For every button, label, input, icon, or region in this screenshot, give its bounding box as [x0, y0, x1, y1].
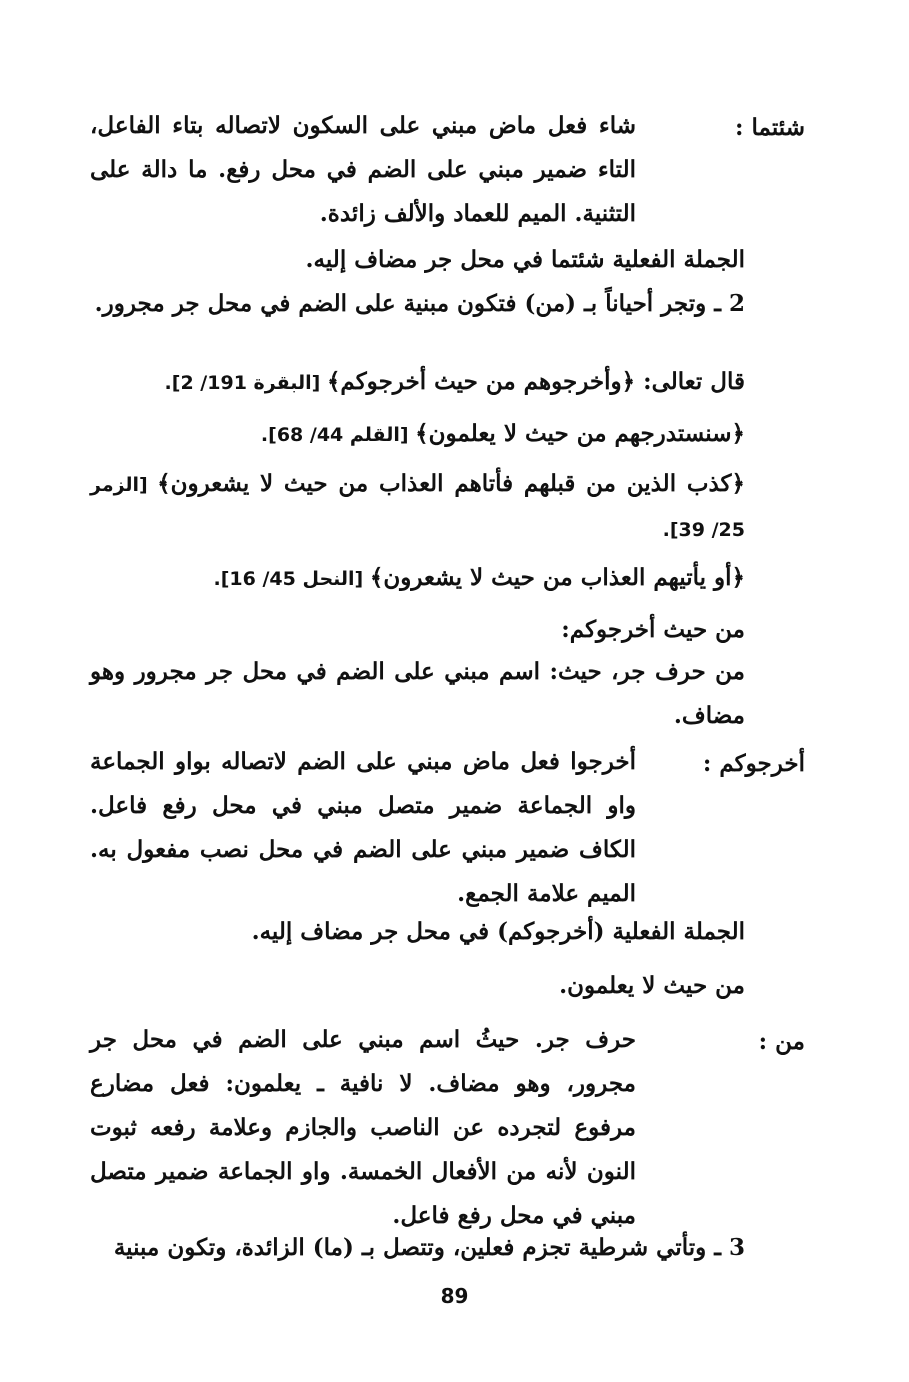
term-label-shitatuma: شئتما :	[735, 114, 805, 141]
page-number: 89	[440, 1284, 469, 1308]
quran-quote	[120, 360, 745, 405]
paragraph: 2 ـ وتجر أحياناً بـ (من) فتكون مبنية على الضم في محل جر مجرور.	[94, 290, 745, 317]
quran-quote	[90, 462, 745, 552]
quote-reference: [القلم 44/ 68].	[260, 424, 416, 446]
paragraph: من حيث أخرجوكم:	[561, 616, 745, 643]
term-def-min: حرف جر. حيثُ اسم مبني على الضم في محل جر مجرور، وهو مضاف. لا نافية ـ يعلمون: فعل مضارع مرفوع لتجرده عن الناصب والجازم وعلامة رفعه ثبوت النون لأنه من الأفعال الخمسة. واو الجماعة ضمير متصل مبني في محل رفع فاعل.	[90, 1026, 636, 1229]
term-def-shitatuma: شاء فعل ماض مبني على السكون لاتصاله بتاء الفاعل، التاء ضمير مبني على الضم في محل رفع. ما دالة على التثنية. الميم للعماد والألف زائدة.	[90, 112, 636, 227]
paragraph: الجملة الفعلية شئتما في محل جر مضاف إليه.	[305, 246, 745, 273]
paragraph: من حرف جر، حيث: اسم مبني على الضم في محل جر مجرور وهو مضاف.	[90, 658, 745, 729]
paragraph: الجملة الفعلية (أخرجوكم) في محل جر مضاف إليه.	[251, 918, 745, 945]
quote-text: ﴿أو يأتيهم العذاب من حيث لا يشعرون﴾	[369, 564, 745, 591]
quote-text: قال تعالى: ﴿وأخرجوهم من حيث أخرجوكم﴾	[326, 368, 745, 395]
quote-reference: [النحل 45/ 16].	[213, 568, 370, 590]
quote-reference: [البقرة 191/ 2].	[164, 372, 327, 394]
quote-text: ﴿كذب الذين من قبلهم فأتاهم العذاب من حيث لا يشعرون﴾	[157, 470, 745, 497]
quote-text: ﴿سنستدرجهم من حيث لا يعلمون﴾	[415, 420, 745, 447]
quran-quote	[200, 412, 745, 457]
paragraph: 3 ـ وتأتي شرطية تجزم فعلين، وتتصل بـ (ما) الزائدة، وتكون مبنية	[113, 1234, 745, 1261]
term-label-akhrajukum: أخرجوكم :	[702, 750, 805, 777]
paragraph: من حيث لا يعلمون.	[559, 972, 745, 999]
quote-reference: [الزمر 25/ 39].	[90, 474, 745, 541]
term-label-min: من :	[758, 1028, 805, 1055]
quran-quote	[150, 556, 745, 601]
term-def-akhrajukum: أخرجوا فعل ماض مبني على الضم لاتصاله بواو الجماعة واو الجماعة ضمير متصل مبني في محل رفع فاعل. الكاف ضمير مبني على الضم في محل نصب مفعول به. الميم علامة الجمع.	[90, 748, 636, 907]
